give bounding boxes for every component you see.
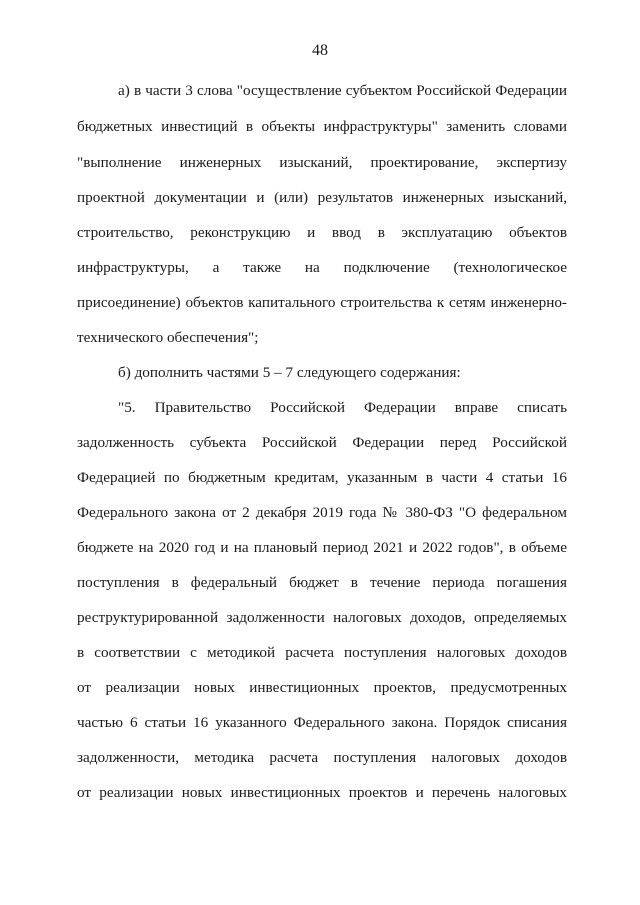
text-line: Федерального закона от 2 декабря 2019 года № 380-ФЗ "О федеральном (77, 504, 567, 521)
text-line: технического обеспечения"; (77, 329, 259, 346)
text-line: реструктурированной задолженности налоговых доходов, определяемых (77, 609, 567, 626)
text-line: б) дополнить частями 5 – 7 следующего содержания: (118, 364, 461, 381)
text-line: строительство, реконструкцию и ввод в эксплуатацию объектов (77, 224, 567, 241)
text-line: присоединение) объектов капитального строительства к сетям инженерно- (77, 294, 567, 311)
text-line: бюджетных инвестиций в объекты инфраструктуры" заменить словами (77, 118, 567, 135)
text-line: поступления в федеральный бюджет в течение периода погашения (77, 574, 567, 591)
text-line: Федерацией по бюджетным кредитам, указанным в части 4 статьи 16 (77, 469, 567, 486)
text-line: "5. Правительство Российской Федерации вправе списать (118, 399, 567, 416)
text-line: частью 6 статьи 16 указанного Федерального закона. Порядок списания (77, 714, 567, 731)
text-line: от реализации новых инвестиционных проектов, предусмотренных (77, 679, 567, 696)
text-line: задолженности, методика расчета поступления налоговых доходов (77, 749, 567, 766)
text-line: от реализации новых инвестиционных проектов и перечень налоговых (77, 784, 567, 801)
text-line: в соответствии с методикой расчета поступления налоговых доходов (77, 644, 567, 661)
text-line: бюджете на 2020 год и на плановый период 2021 и 2022 годов", в объеме (77, 539, 567, 556)
text-line: проектной документации и (или) результатов инженерных изысканий, (77, 189, 567, 206)
page-number: 48 (312, 42, 328, 59)
text-line: "выполнение инженерных изысканий, проектирование, экспертизу (77, 154, 567, 171)
text-line: а) в части 3 слова "осуществление субъектом Российской Федерации (118, 82, 567, 99)
text-line: инфраструктуры, а также на подключение (технологическое (77, 259, 567, 276)
text-line: задолженность субъекта Российской Федерации перед Российской (77, 434, 567, 451)
